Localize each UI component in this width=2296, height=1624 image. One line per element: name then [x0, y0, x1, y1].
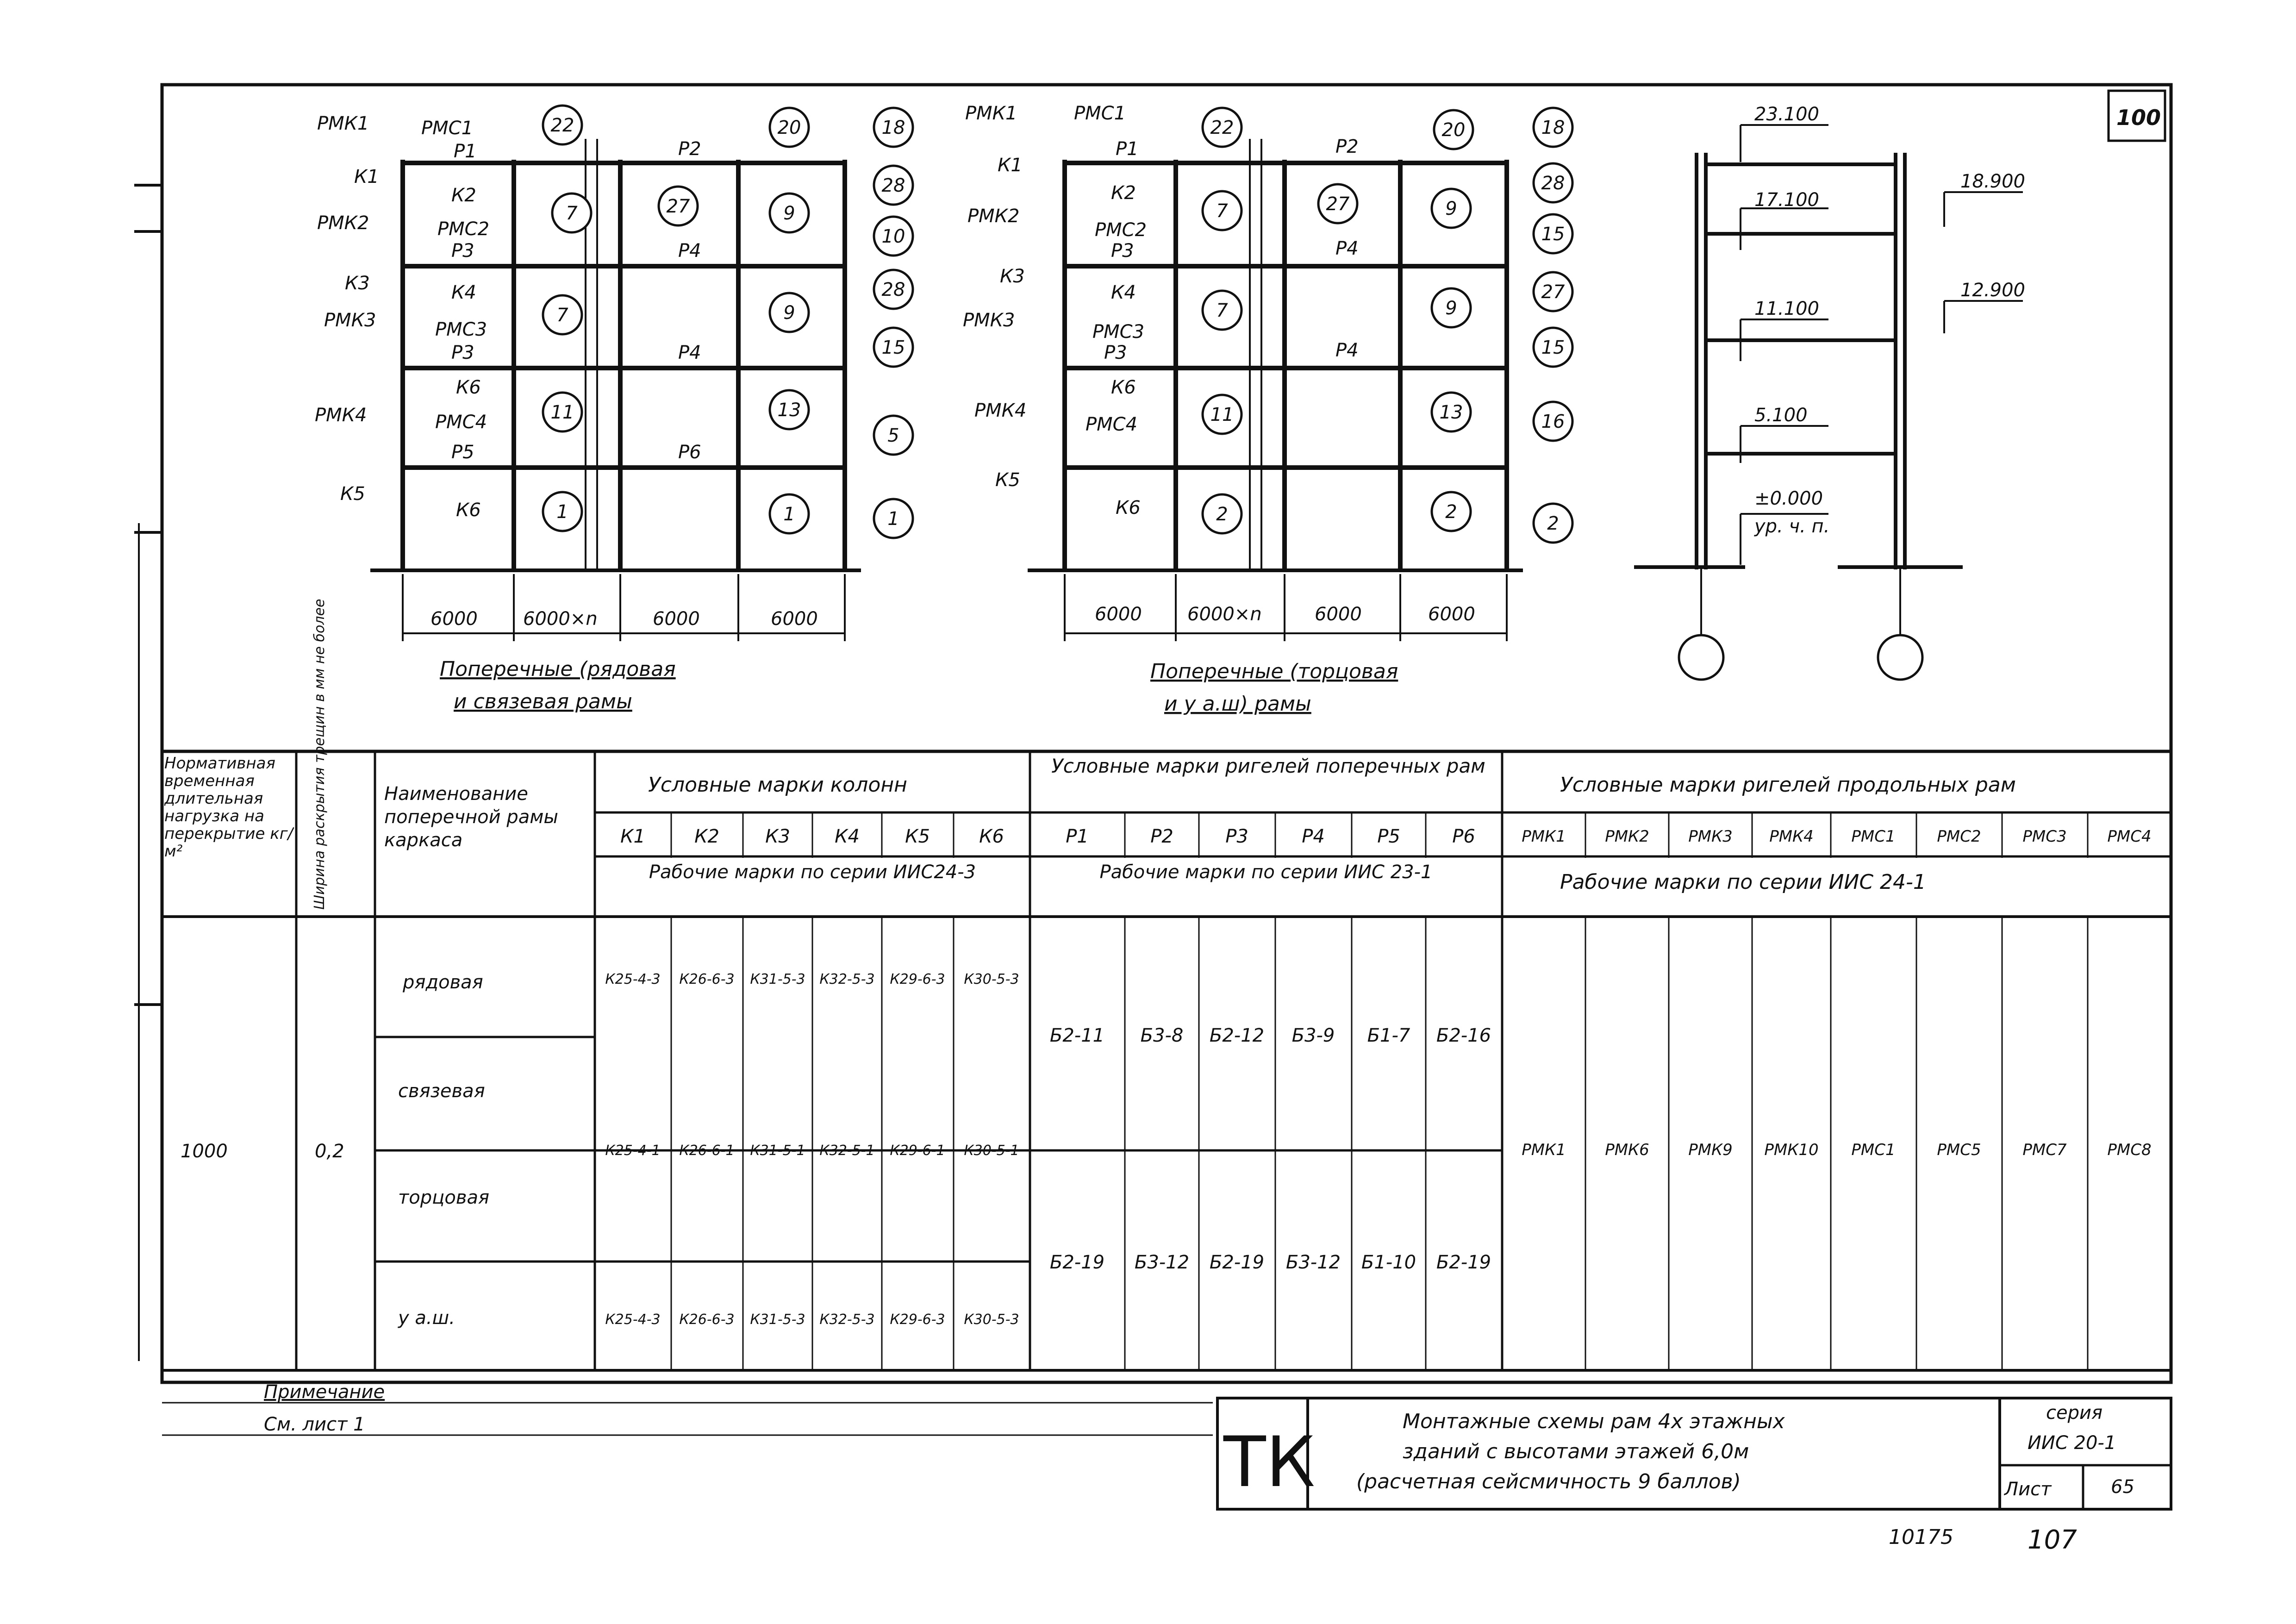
frame2-circle-label: 9: [1445, 198, 1457, 219]
header-width: Ширина раскрытия трещин в мм не более: [312, 599, 328, 910]
frame1-circle-label: 1: [783, 504, 795, 525]
long-head: РМС2: [1937, 827, 1981, 846]
frame-type: у а.ш.: [398, 1307, 455, 1329]
long-mark: РМС1: [1851, 1141, 1896, 1159]
col-mark: К32-5-3: [819, 1312, 875, 1328]
cross-mark: Б3-12: [1285, 1252, 1341, 1273]
col-head: К5: [905, 826, 930, 847]
col-mark: К30-5-1: [964, 1143, 1019, 1159]
cross-head: Р1: [1066, 826, 1089, 847]
frame1-circle-label: 9: [783, 203, 795, 224]
frame1-label: Р6: [678, 442, 701, 463]
frame-type: торцовая: [398, 1187, 490, 1208]
frame2-caption-line2: и у а.ш) рамы: [1164, 692, 1311, 716]
title-code: ТК: [1223, 1422, 1316, 1503]
frame2-circle-label: 18: [1541, 117, 1565, 138]
col-mark: К26-6-1: [679, 1143, 735, 1159]
frame1-circle-label: 20: [777, 117, 801, 138]
frame2-label: РМС1: [1074, 103, 1126, 124]
col-mark: К29-6-3: [890, 971, 945, 987]
section-level: ур. ч. п.: [1754, 516, 1830, 537]
header-group-columns: Условные марки колонн: [648, 773, 907, 797]
frame1-label: Р4: [678, 342, 701, 363]
frame1-label: К3: [345, 273, 370, 294]
frame2-circle-label: 15: [1541, 337, 1565, 358]
frame1-label: РМК3: [324, 310, 376, 331]
frame1-circle-label: 1: [556, 501, 568, 523]
col-mark: К30-5-3: [964, 971, 1019, 987]
frame1-label: Р3: [451, 240, 474, 262]
frame1-label: К2: [451, 185, 476, 206]
frame1-caption-line2: и связевая рамы: [454, 690, 632, 713]
frame2-circle-label: 9: [1445, 298, 1457, 319]
col-mark: К31-5-1: [750, 1143, 805, 1159]
frame2-circle-label: 28: [1541, 173, 1565, 194]
frame2-circle-label: 15: [1541, 224, 1565, 245]
work-long: Рабочие марки по серии ИИС 24-1: [1560, 870, 1926, 894]
frame1-dim-1: 6000: [430, 608, 478, 630]
frame1-label: РМС2: [437, 219, 490, 240]
frame2-circle-label: 7: [1216, 200, 1228, 222]
header-name-cell: [384, 782, 588, 875]
frame2-label: К4: [1111, 282, 1136, 303]
frame2-label: К3: [1000, 266, 1025, 287]
frame-diagram-1: [315, 106, 913, 713]
frame2-label: Р4: [1335, 340, 1359, 361]
frame2-label: К6: [1111, 377, 1136, 398]
frame-diagram-2: [963, 103, 1572, 716]
frame1-label: РМК1: [317, 113, 369, 134]
col-head: К4: [835, 826, 860, 847]
long-head: РМК3: [1688, 827, 1733, 846]
work-columns-cell: [597, 861, 1028, 912]
header-group-long: Условные марки ригелей продольных рам: [1560, 773, 2016, 797]
frame2-circle-label: 7: [1216, 300, 1228, 321]
long-mark: РМК9: [1688, 1141, 1733, 1159]
frame2-label: Р3: [1104, 342, 1127, 363]
frame2-label: РМК2: [967, 206, 1020, 227]
frame1-circle-label: 5: [887, 425, 899, 446]
frame2-label: РМК4: [974, 400, 1027, 421]
series-label: серия: [2046, 1402, 2103, 1424]
work-columns: Рабочие марки по серии ИИС24-3: [649, 862, 976, 883]
col-mark: К25-4-1: [605, 1143, 661, 1159]
section-level: ±0.000: [1754, 488, 1823, 509]
frame1-circle-label: 22: [550, 115, 574, 136]
frame1-circle-label: 1: [887, 508, 899, 530]
frame1-label: Р2: [678, 138, 701, 160]
section-level: 17.100: [1754, 189, 1819, 211]
cross-head: Р4: [1302, 826, 1325, 847]
frame1-label: РМС1: [421, 118, 474, 139]
cross-head: Р2: [1150, 826, 1173, 847]
doc-number: 10175: [1889, 1525, 1953, 1549]
cross-mark: Б2-19: [1436, 1252, 1491, 1273]
sheet-number: 100: [2116, 105, 2161, 130]
col-mark: К29-6-1: [890, 1143, 945, 1159]
work-cross: Рабочие марки по серии ИИС 23-1: [1099, 862, 1433, 883]
long-mark: РМК10: [1764, 1141, 1819, 1159]
frame1-circle-label: 13: [777, 400, 801, 421]
title-line2: зданий с высотами этажей 6,0м: [1403, 1440, 1749, 1463]
cross-mark: Б3-12: [1134, 1252, 1190, 1273]
section-level: 11.100: [1754, 298, 1819, 319]
long-mark: РМС5: [1937, 1141, 1981, 1159]
header-load: Нормативная временная длительная нагрузка на перекрытие кг/м²: [164, 755, 293, 861]
sheet-value: 65: [2111, 1476, 2134, 1498]
long-mark: РМК6: [1605, 1141, 1649, 1159]
section-side-level: 18.900: [1960, 171, 2025, 192]
frame2-circle-label: 11: [1210, 404, 1234, 425]
frame1-label: Р3: [451, 342, 474, 363]
frame2-dim-3: 6000: [1315, 604, 1362, 625]
section-diagram: [1634, 104, 2025, 680]
frame1-label: РМК2: [317, 212, 369, 234]
frame1-label: К5: [340, 483, 365, 505]
frame2-circle-label: 20: [1441, 119, 1466, 141]
work-cross-cell: [1032, 861, 1500, 912]
title-line1: Монтажные схемы рам 4х этажных: [1403, 1410, 1785, 1433]
frame1-circle-label: 11: [550, 402, 574, 423]
frame2-label: К1: [998, 155, 1023, 176]
col-mark: К30-5-3: [964, 1312, 1019, 1328]
cross-mark: Б2-12: [1209, 1025, 1265, 1046]
width-value: 0,2: [315, 1141, 344, 1162]
frame2-circle-label: 2: [1445, 501, 1457, 523]
col-mark: К26-6-3: [679, 971, 735, 987]
cross-mark: Б1-7: [1367, 1025, 1410, 1046]
frame2-label: РМС2: [1095, 219, 1147, 241]
frame1-circle-label: 7: [566, 203, 578, 224]
col-mark: К31-5-3: [750, 971, 805, 987]
frame2-dim-4: 6000: [1428, 604, 1475, 625]
cross-mark: Б2-16: [1436, 1025, 1491, 1046]
col-mark: К32-5-3: [819, 971, 875, 987]
frame1-circle-label: 10: [881, 226, 905, 247]
frame1-dim-2: 6000×n: [523, 608, 598, 630]
frame2-label: РМС4: [1086, 414, 1138, 435]
col-head: К1: [620, 826, 645, 847]
frame2-label: Р3: [1111, 240, 1134, 262]
frame2-label: Р4: [1335, 238, 1359, 259]
long-head: РМК2: [1605, 827, 1649, 846]
notes-title: Примечание: [264, 1381, 385, 1403]
long-head: РМС3: [2022, 827, 2067, 846]
header-load-cell: [164, 755, 294, 912]
col-head: К3: [765, 826, 790, 847]
frame1-caption-line1: Поперечные (рядовая: [440, 657, 676, 681]
frame2-circle-label: 22: [1210, 117, 1234, 138]
frame2-caption-line1: Поперечные (торцовая: [1150, 660, 1398, 683]
series-value: ИИС 20-1: [2028, 1432, 2116, 1454]
col-mark: К29-6-3: [890, 1312, 945, 1328]
frame2-label: РМК1: [965, 103, 1017, 124]
long-mark: РМК1: [1522, 1141, 1566, 1159]
frame1-label: РМС4: [435, 412, 487, 433]
frame1-circle-label: 28: [881, 175, 905, 196]
frame1-label: К1: [354, 166, 379, 187]
cross-head: Р5: [1377, 826, 1400, 847]
cross-mark: Б1-10: [1361, 1252, 1416, 1273]
frame1-label: Р4: [678, 240, 701, 262]
section-level: 23.100: [1754, 104, 1819, 125]
frame1-label: К6: [456, 500, 481, 521]
frame1-circle-label: 15: [881, 337, 905, 358]
cross-mark: Б2-19: [1209, 1252, 1265, 1273]
header-group-cross-cell: [1046, 755, 1491, 810]
frame1-circle-label: 28: [881, 279, 905, 300]
frame2-circle-label: 2: [1547, 513, 1559, 534]
cross-mark: Б2-19: [1049, 1252, 1105, 1273]
frame2-label: РМК3: [963, 310, 1015, 331]
long-head: РМК4: [1769, 827, 1814, 846]
frame1-label: К4: [451, 282, 476, 303]
long-head: РМК1: [1522, 827, 1566, 846]
frame2-dim-2: 6000×n: [1187, 604, 1262, 625]
notes-block: [162, 1381, 1213, 1435]
frame2-label: Р1: [1116, 138, 1139, 160]
col-mark: К25-4-3: [605, 1312, 661, 1328]
frame1-dim-3: 6000: [653, 608, 700, 630]
frame1-label: К6: [456, 377, 481, 398]
col-mark: К31-5-3: [750, 1312, 805, 1328]
col-mark: К26-6-3: [679, 1312, 735, 1328]
frame2-circle-label: 13: [1439, 402, 1463, 423]
long-head: РМС4: [2107, 827, 2152, 846]
frame1-circle-label: 7: [556, 305, 568, 326]
frame2-label: РМС3: [1092, 321, 1145, 343]
frame2-label: К6: [1116, 497, 1141, 518]
col-head: К2: [694, 826, 719, 847]
frame2-dim-1: 6000: [1095, 604, 1142, 625]
frame1-label: Р1: [454, 141, 477, 162]
load-value: 1000: [181, 1141, 228, 1162]
frame1-circle-label: 27: [666, 196, 690, 217]
frame1-circle-label: 9: [783, 302, 795, 324]
frame1-circle-label: 18: [881, 117, 905, 138]
frame2-label: К5: [995, 469, 1020, 491]
frame1-label: РМК4: [315, 405, 367, 426]
cross-mark: Б3-9: [1292, 1025, 1335, 1046]
footer-page: 107: [2028, 1525, 2077, 1555]
col-mark: К25-4-3: [605, 971, 661, 987]
cross-head: Р3: [1225, 826, 1248, 847]
cross-head: Р6: [1452, 826, 1475, 847]
notes-line: См. лист 1: [264, 1414, 365, 1435]
long-head: РМС1: [1851, 827, 1896, 846]
title-line3: (расчетная сейсмичность 9 баллов): [1356, 1470, 1741, 1493]
cross-mark: Б3-8: [1140, 1025, 1184, 1046]
long-mark: РМС7: [2022, 1141, 2067, 1159]
cross-mark: Б2-11: [1049, 1025, 1105, 1046]
long-mark: РМС8: [2107, 1141, 2152, 1159]
frame1-label: Р5: [451, 442, 474, 463]
frame-type: рядовая: [403, 972, 483, 993]
frame2-circle-label: 27: [1541, 281, 1565, 303]
header-group-cross: Условные марки ригелей поперечных рам: [1051, 755, 1485, 777]
frame2-circle-label: 16: [1541, 411, 1565, 432]
frame2-circle-label: 2: [1216, 504, 1228, 525]
frame2-label: Р2: [1335, 136, 1359, 157]
header-frame-name: Наименование поперечной рамы каркаса: [384, 783, 559, 851]
col-mark: К32-5-1: [819, 1143, 875, 1159]
frame1-label: РМС3: [435, 319, 487, 340]
frame2-circle-label: 27: [1326, 194, 1350, 215]
col-head: К6: [979, 826, 1004, 847]
section-side-level: 12.900: [1960, 280, 2025, 301]
section-level: 5.100: [1754, 405, 1808, 426]
frame-type: связевая: [398, 1081, 485, 1102]
frame2-label: К2: [1111, 182, 1136, 204]
frame1-dim-4: 6000: [771, 608, 818, 630]
sheet-label: Лист: [2004, 1479, 2052, 1500]
